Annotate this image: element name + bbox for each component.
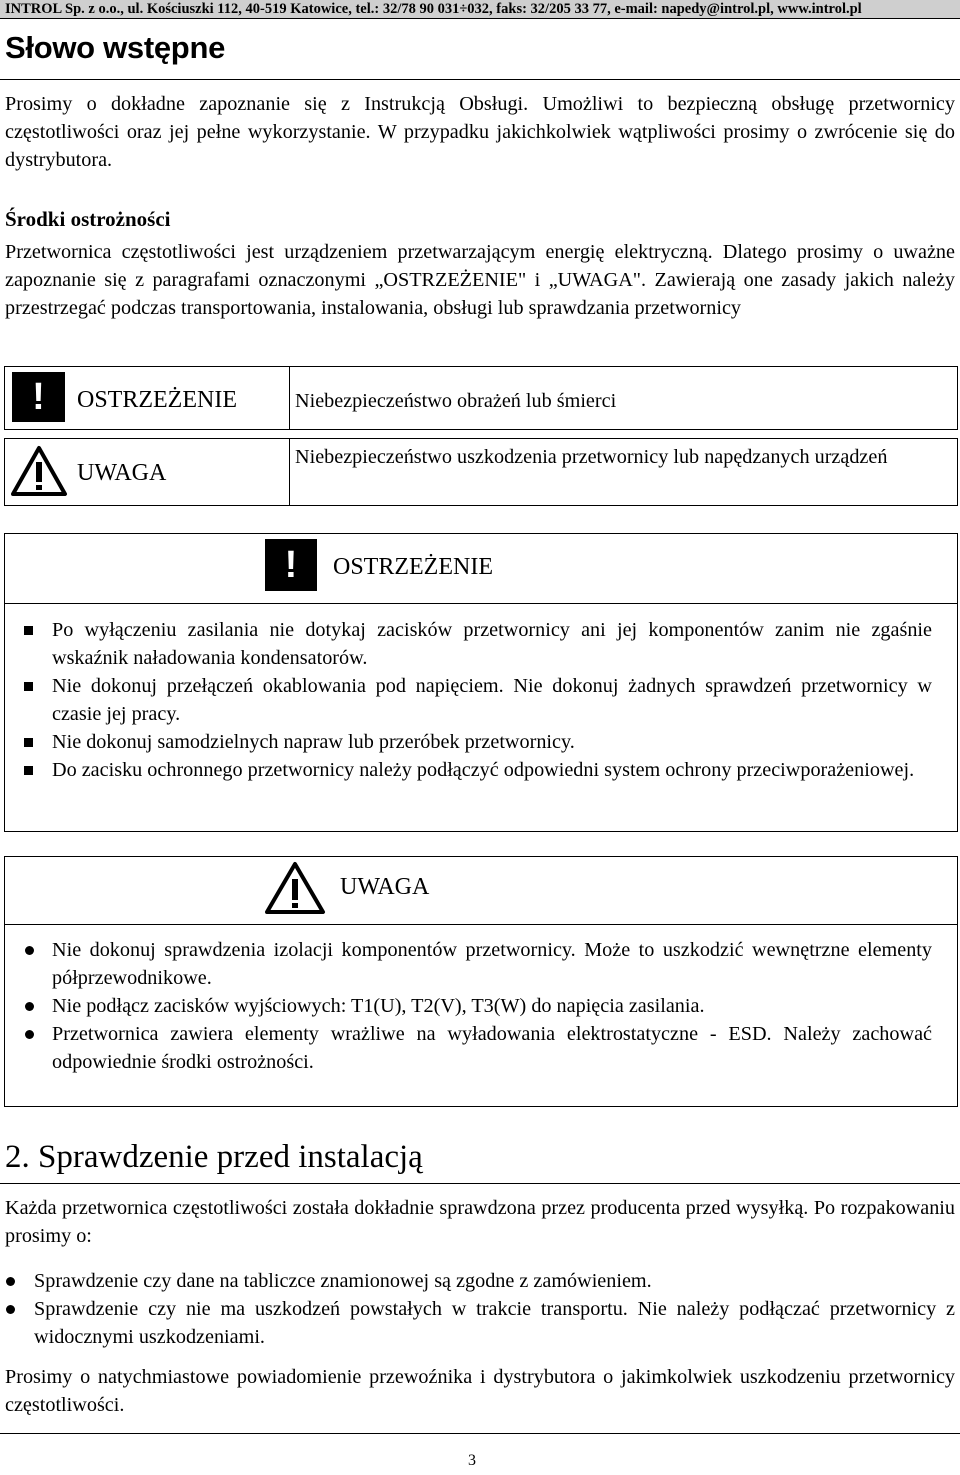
warning-triangle-icon	[10, 445, 68, 497]
round-bullet-icon	[25, 946, 34, 955]
caution-item: Nie dokonuj sprawdzenia izolacji komponentów przetwornicy. Może to uszkodzić wewnętrzne elementy półprzewodnikowe.	[52, 939, 932, 989]
warning-item: Po wyłączeniu zasilania nie dotykaj zacisków przetwornicy ani jej komponentów zanim nie zgaśnie wskaźnik naładowania kondensatorów.	[52, 619, 932, 669]
exclamation-box-icon: !	[265, 539, 317, 591]
legend-label-warning: OSTRZEŻENIE	[77, 387, 237, 413]
warning-item: Nie dokonuj samodzielnych napraw lub przeróbek przetwornicy.	[52, 731, 575, 753]
page-number: 3	[468, 1452, 476, 1469]
legend-label-caution: UWAGA	[77, 460, 167, 486]
caution-box-header	[5, 857, 957, 925]
round-bullet-icon	[25, 1030, 34, 1039]
check-item: Sprawdzenie czy nie ma uszkodzeń powstałych w trakcie transportu. Nie należy podłączać przetwornicy z widocznymi uszkodzeniami.	[34, 1298, 955, 1348]
round-bullet-icon	[25, 1002, 34, 1011]
square-bullet-icon	[24, 682, 33, 691]
square-bullet-icon	[24, 738, 33, 747]
caution-box-title: UWAGA	[340, 874, 430, 900]
caution-item: Nie podłącz zacisków wyjściowych: T1(U), T2(V), T3(W) do napięcia zasilania.	[52, 995, 705, 1017]
page-header: INTROL Sp. z o.o., ul. Kościuszki 112, 40-519 Katowice, tel.: 32/78 90 031÷032, faks: 32/205 33 77, e-mail: napedy@introl.pl, www.introl.pl	[0, 0, 960, 19]
warning-triangle-icon	[264, 861, 326, 915]
preface-paragraph: Prosimy o dokładne zapoznanie się z Instrukcją Obsługi. Umożliwi to bezpieczną obsługę przetwornicy częstotliwości oraz jej pełne wykorzystanie. W przypadku jakichkolwiek wątpliwości prosimy o zwrócenie się do dystrybutora.	[5, 93, 955, 171]
legend-desc-caution: Niebezpieczeństwo uszkodzenia przetwornicy lub napędzanych urządzeń	[295, 446, 888, 468]
footer-rule	[0, 1433, 960, 1434]
safety-paragraph: Przetwornica częstotliwości jest urządzeniem przetwarzającym energię elektryczną. Dlatego prosimy o uważne zapoznanie się z paragrafami oznaczonymi „OSTRZEŻENIE" i „UWAGA". Zawierają one zasady jakich należy przestrzegać podczas transportowania, instalowania, obsługi lub sprawdzania przetwornicy	[5, 241, 955, 319]
section-2-outro: Prosimy o natychmiastowe powiadomienie przewoźnika i dystrybutora o jakimkolwiek uszkodzeniu przetwornicy częstotliwości.	[5, 1366, 955, 1416]
title-rule	[0, 79, 960, 80]
warning-item: Do zacisku ochronnego przetwornicy należy podłączyć odpowiedni system ochrony przeciwporażeniowej.	[52, 759, 915, 781]
legend-desc-warning: Niebezpieczeństwo obrażeń lub śmierci	[295, 390, 617, 412]
preface-title: Słowo wstępne	[5, 30, 226, 65]
exclamation-box-icon: !	[12, 372, 65, 422]
square-bullet-icon	[24, 626, 33, 635]
section-2-title: 2. Sprawdzenie przed instalacją	[5, 1139, 423, 1175]
warning-item: Nie dokonuj przełączeń okablowania pod napięciem. Nie dokonuj żadnych sprawdzeń przetwornicy w czasie jej pracy.	[52, 675, 932, 725]
caution-item: Przetwornica zawiera elementy wrażliwe na wyładowania elektrostatyczne - ESD. Należy zachować odpowiednie środki ostrożności.	[52, 1023, 932, 1073]
round-bullet-icon	[6, 1277, 15, 1286]
safety-title: Środki ostrożności	[5, 207, 171, 231]
square-bullet-icon	[24, 766, 33, 775]
section-rule	[0, 1183, 960, 1184]
warning-box-title: OSTRZEŻENIE	[333, 554, 493, 580]
round-bullet-icon	[6, 1305, 15, 1314]
check-item: Sprawdzenie czy dane na tabliczce znamionowej są zgodne z zamówieniem.	[34, 1270, 652, 1292]
section-2-intro: Każda przetwornica częstotliwości została dokładnie sprawdzona przez producenta przed wysyłką. Po rozpakowaniu prosimy o:	[5, 1197, 955, 1247]
